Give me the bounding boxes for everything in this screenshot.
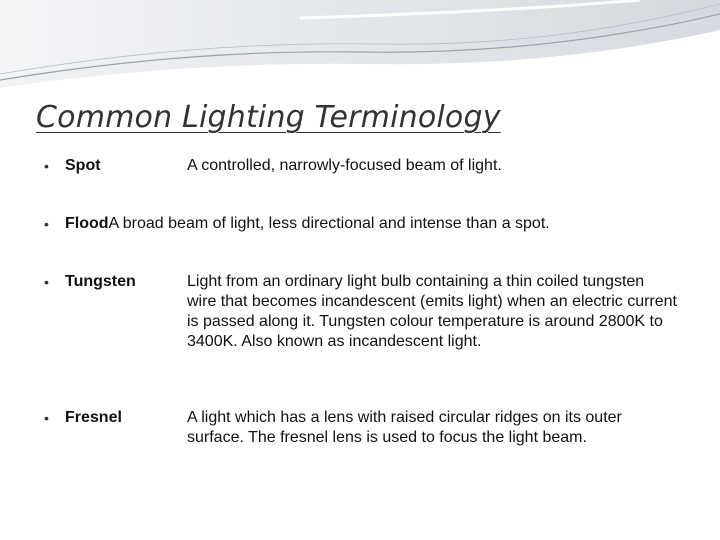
term-line-flood [65, 214, 635, 234]
term-label: Tungsten [65, 273, 136, 290]
term-definition: Light from an ordinary light bulb containing a thin coiled tungsten wire that becomes incandescent (emits light) when an electric current is passed along it. Tungsten colour temperature is around 2800K to 3400K. Also known as incandescent light. [187, 273, 677, 350]
term-label: Spot [65, 157, 101, 174]
bullet-glyph: • [44, 410, 49, 426]
term-definition: A broad beam of light, less directional and intense than a spot. [108, 215, 550, 232]
term-label: Fresnel [65, 409, 122, 426]
bullet-glyph: • [44, 158, 49, 174]
bullet-glyph: • [44, 216, 49, 232]
slide-title: Common Lighting Terminology [36, 100, 501, 135]
bullet-glyph: • [44, 274, 49, 290]
term-definition: A light which has a lens with raised circular ridges on its outer surface. The fresnel lens is used to focus the light beam. [187, 409, 622, 446]
term-definition: A controlled, narrowly-focused beam of light. [187, 157, 502, 174]
term-label: Flood [65, 215, 109, 232]
